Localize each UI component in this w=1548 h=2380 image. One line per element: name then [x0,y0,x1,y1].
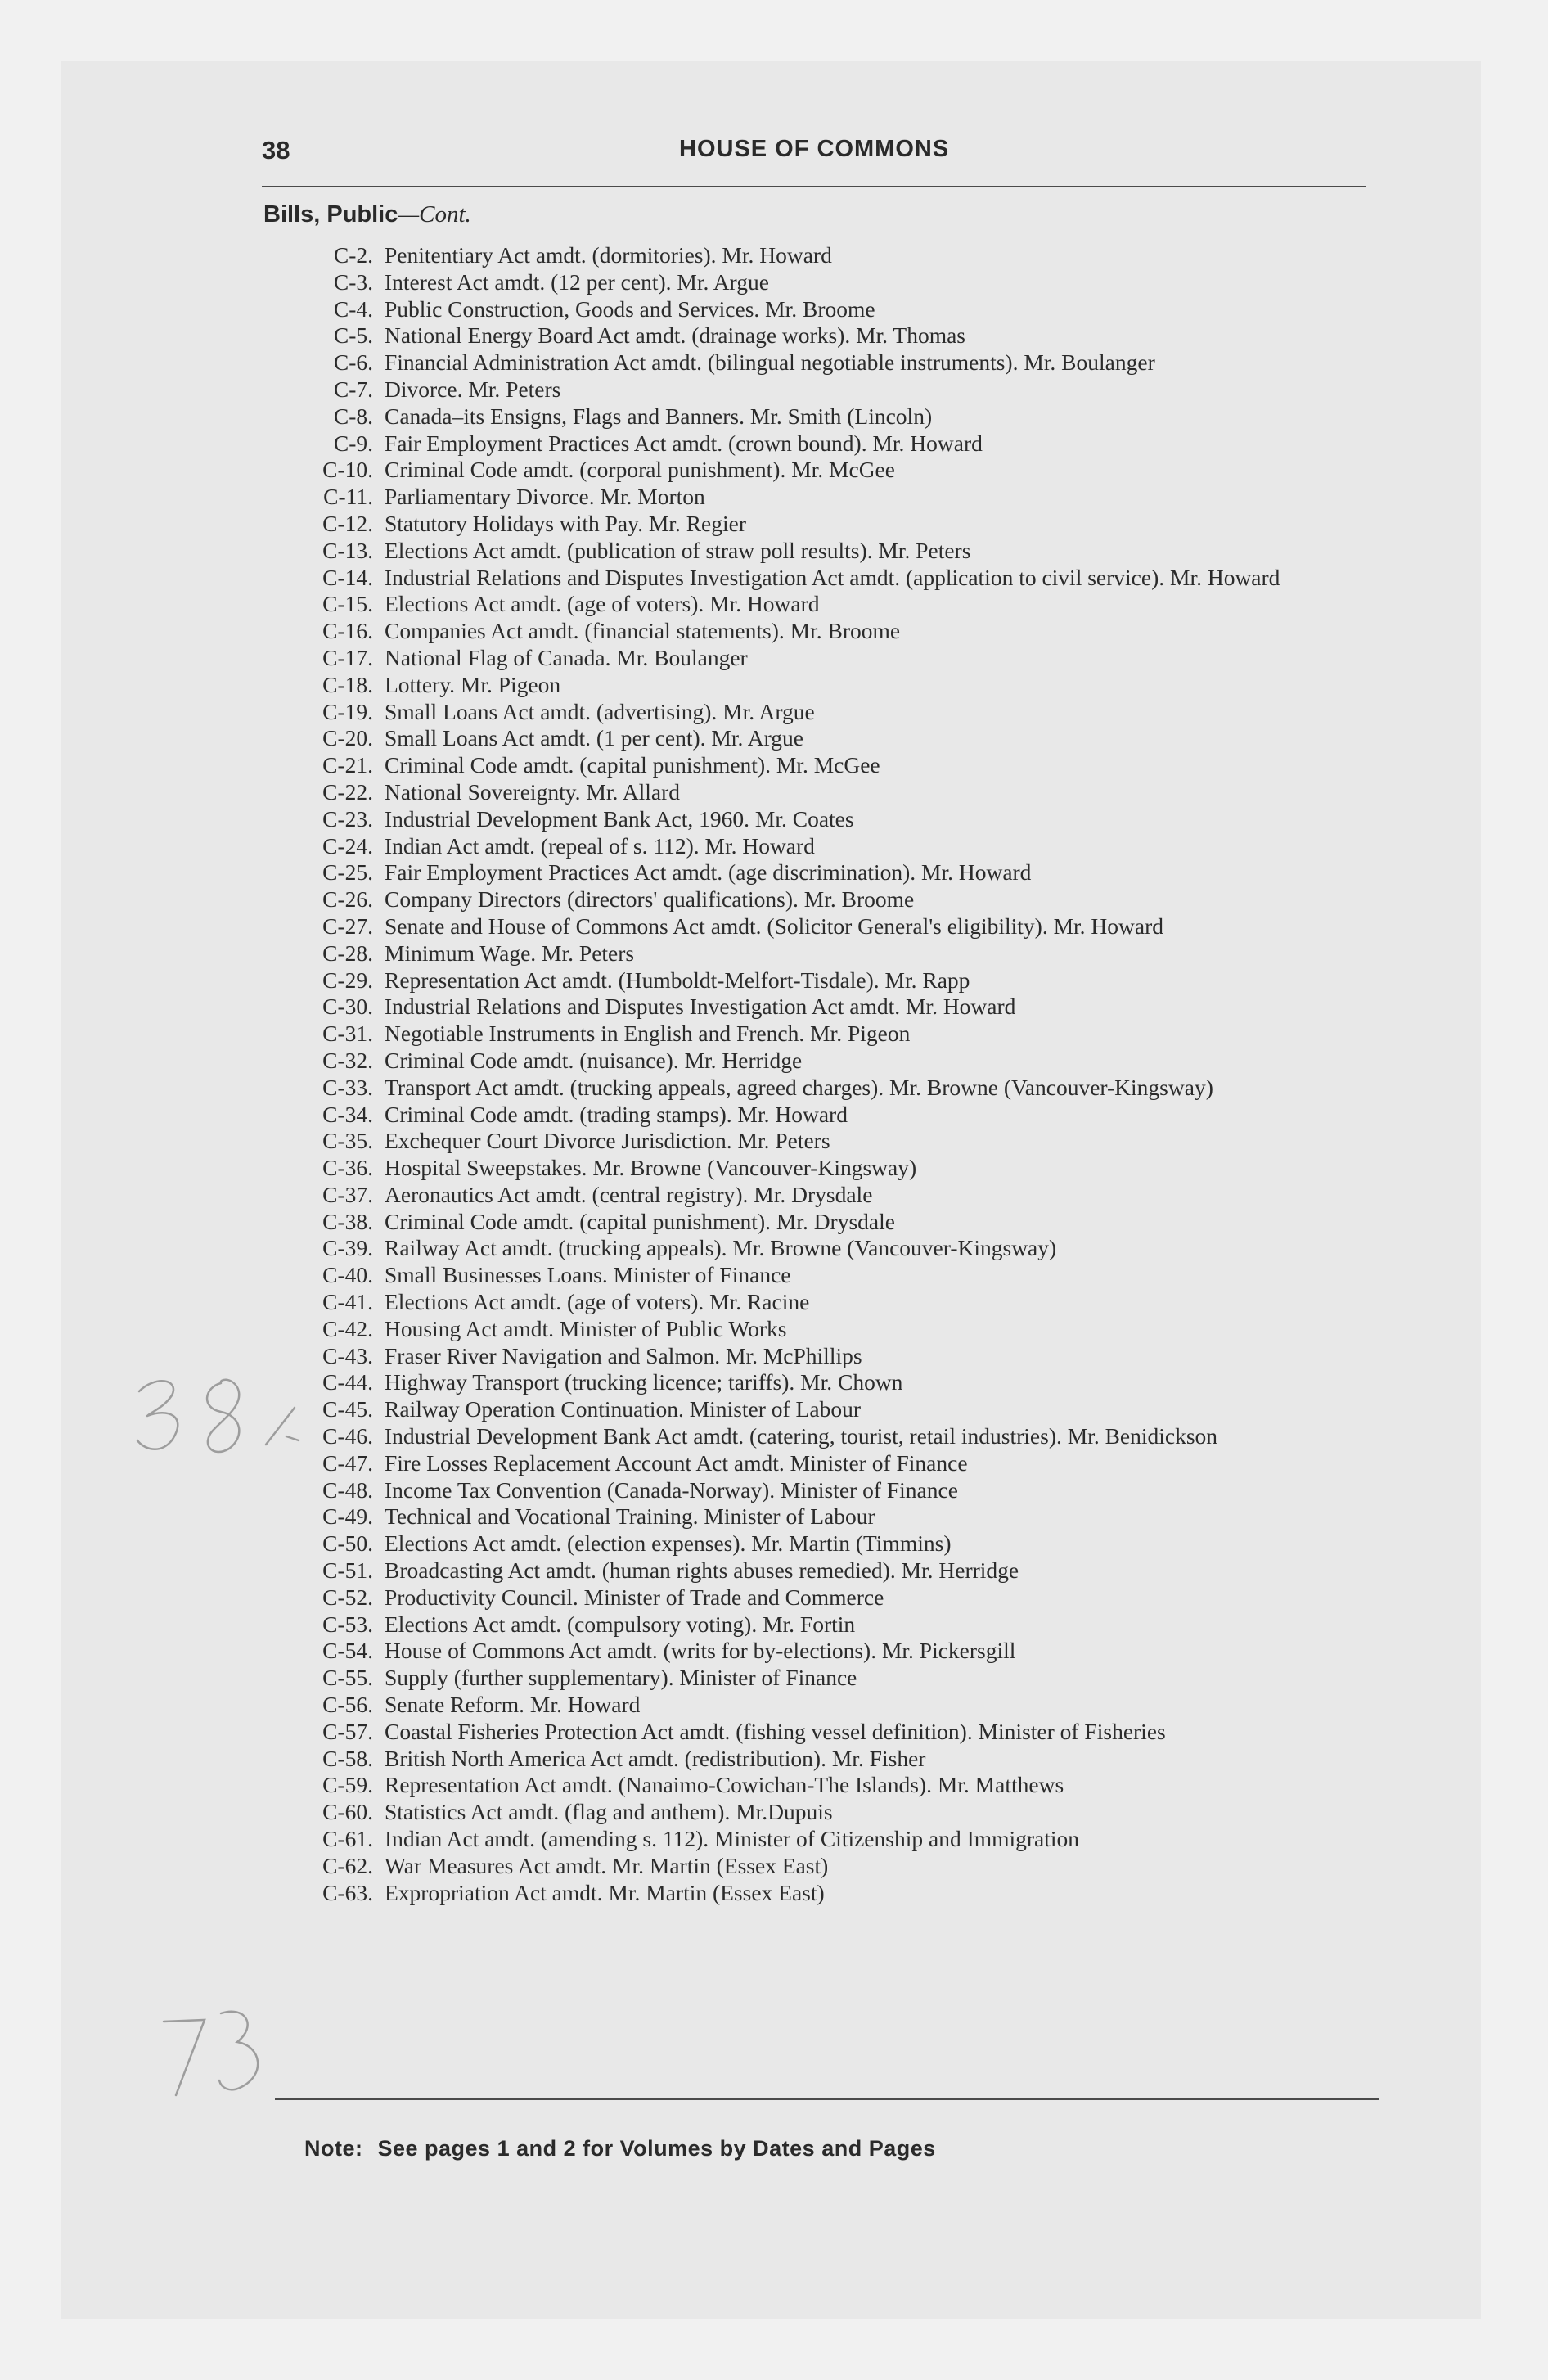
bill-number: C-26. [322,886,373,913]
bill-number: C-7. [333,376,373,402]
bill-title-sponsor: Criminal Code amdt. (corporal punishment). Mr. McGee [385,457,895,483]
bill-row [295,430,1383,458]
bill-number: C-40. [322,1262,373,1288]
bill-title-sponsor: British North America Act amdt. (redistribution). Mr. Fisher [385,1745,926,1771]
bill-number: C-18. [322,671,373,697]
bill-row [295,1665,1383,1692]
bill-row [295,1503,1383,1530]
bill-number: C-44. [322,1369,373,1395]
bill-number: C-9. [333,430,373,456]
bill-number: C-39. [322,1235,373,1261]
bill-number: C-49. [322,1503,373,1530]
bill-title-sponsor: Industrial Relations and Disputes Investigation Act amdt. Mr. Howard [385,994,1016,1020]
bill-title-sponsor: Criminal Code amdt. (capital punishment). Mr. McGee [385,752,880,778]
bill-row [295,457,1383,484]
bill-row [295,1772,1383,1799]
bill-title-sponsor: Elections Act amdt. (age of voters). Mr. Racine [385,1289,810,1315]
bill-title-sponsor: Technical and Vocational Training. Minister of Labour [385,1503,875,1530]
footer-note [304,2136,936,2161]
bill-title-sponsor: Railway Act amdt. (trucking appeals). Mr. Browne (Vancouver-Kingsway) [385,1235,1057,1261]
bill-row [295,1530,1383,1557]
bill-title-sponsor: Senate and House of Commons Act amdt. (Solicitor General's eligibility). Mr. Howard [385,913,1164,939]
bill-title-sponsor: Transport Act amdt. (trucking appeals, agreed charges). Mr. Browne (Vancouver-Kingsway) [385,1074,1213,1100]
bill-title-sponsor: Coastal Fisheries Protection Act amdt. (fishing vessel definition). Minister of Fisheries [385,1718,1166,1744]
bill-row [295,242,1383,269]
bill-row [295,1638,1383,1665]
page-header [262,136,1366,175]
section-heading [263,201,471,228]
bill-number: C-50. [322,1530,373,1557]
bill-number: C-42. [322,1315,373,1341]
page-number: 38 [262,136,290,165]
bill-title-sponsor: Parliamentary Divorce. Mr. Morton [385,484,705,510]
bill-row [295,994,1383,1021]
bill-row [295,296,1383,323]
bill-row [295,725,1383,752]
bill-row [295,672,1383,699]
bill-row [295,806,1383,833]
section-continuation: —Cont. [398,201,471,228]
bill-title-sponsor: Housing Act amdt. Minister of Public Works [385,1315,787,1341]
bill-row [295,403,1383,430]
bill-row [295,1021,1383,1048]
bill-number: C-53. [322,1611,373,1637]
bill-title-sponsor: Representation Act amdt. (Nanaimo-Cowichan-The Islands). Mr. Matthews [385,1772,1064,1798]
bill-row [295,618,1383,645]
bill-number: C-61. [322,1826,373,1852]
bill-number: C-46. [322,1423,373,1449]
bill-row [295,1477,1383,1504]
bill-number: C-38. [322,1208,373,1234]
bill-number: C-33. [322,1074,373,1100]
bill-number: C-13. [322,537,373,563]
bill-title-sponsor: Public Construction, Goods and Services. Mr. Broome [385,295,875,322]
bill-title-sponsor: House of Commons Act amdt. (writs for by-elections). Mr. Pickersgill [385,1638,1016,1664]
bill-number: C-5. [333,322,373,349]
bill-title-sponsor: Criminal Code amdt. (trading stamps). Mr. Howard [385,1101,848,1127]
bill-row [295,349,1383,376]
bill-row [295,1369,1383,1396]
bill-number: C-8. [333,403,373,429]
bill-row [295,645,1383,672]
bill-row [295,1799,1383,1826]
bill-title-sponsor: Income Tax Convention (Canada-Norway). Minister of Finance [385,1476,958,1503]
bill-title-sponsor: Elections Act amdt. (election expenses). Mr. Martin (Timmins) [385,1530,952,1557]
bill-number: C-43. [322,1342,373,1368]
bill-row [295,322,1383,349]
bill-row [295,699,1383,726]
bill-title-sponsor: Small Businesses Loans. Minister of Finance [385,1262,791,1288]
bill-row [295,779,1383,806]
bill-title-sponsor: Financial Administration Act amdt. (bilingual negotiable instruments). Mr. Boulanger [385,349,1155,376]
bill-row [295,967,1383,994]
bill-number: C-11. [323,484,373,510]
bill-row [295,1557,1383,1584]
bill-title-sponsor: Senate Reform. Mr. Howard [385,1692,641,1718]
bill-number: C-48. [322,1476,373,1503]
bill-row [295,859,1383,886]
bill-row [295,1262,1383,1289]
bill-row [295,833,1383,860]
bill-number: C-22. [322,778,373,805]
bill-number: C-36. [322,1155,373,1181]
bill-title-sponsor: Small Loans Act amdt. (1 per cent). Mr. Argue [385,725,803,751]
bill-number: C-15. [322,591,373,617]
bill-number: C-10. [322,457,373,483]
bill-title-sponsor: Interest Act amdt. (12 per cent). Mr. Argue [385,268,769,295]
bill-row [295,511,1383,538]
bill-row [295,1343,1383,1370]
bill-number: C-55. [322,1665,373,1691]
bill-row [295,1584,1383,1611]
bill-row [295,1396,1383,1423]
bill-number: C-14. [322,564,373,590]
bill-number: C-32. [322,1047,373,1073]
bill-number: C-31. [322,1021,373,1047]
bill-title-sponsor: National Flag of Canada. Mr. Boulanger [385,644,748,670]
bill-title-sponsor: Canada–its Ensigns, Flags and Banners. Mr. Smith (Lincoln) [385,403,933,429]
bill-number: C-51. [322,1557,373,1584]
bill-title-sponsor: Industrial Development Bank Act, 1960. Mr. Coates [385,805,854,832]
bill-row [295,1853,1383,1880]
bill-title-sponsor: Negotiable Instruments in English and French. Mr. Pigeon [385,1021,911,1047]
bill-number: C-17. [322,644,373,670]
bill-number: C-6. [333,349,373,376]
bill-row [295,1719,1383,1746]
bill-number: C-60. [322,1799,373,1825]
bill-row [295,1289,1383,1316]
bill-title-sponsor: Indian Act amdt. (amending s. 112). Minister of Citizenship and Immigration [385,1826,1080,1852]
bill-title-sponsor: Railway Operation Continuation. Minister of Labour [385,1396,861,1422]
bill-title-sponsor: Supply (further supplementary). Minister of Finance [385,1665,857,1691]
bill-row [295,565,1383,592]
bill-title-sponsor: Elections Act amdt. (age of voters). Mr. Howard [385,591,820,617]
bill-row [295,591,1383,618]
bill-number: C-59. [322,1772,373,1798]
bill-title-sponsor: Penitentiary Act amdt. (dormitories). Mr. Howard [385,242,832,268]
bill-row [295,913,1383,940]
bill-number: C-20. [322,725,373,751]
bill-row [295,752,1383,779]
bill-title-sponsor: Divorce. Mr. Peters [385,376,561,402]
bill-number: C-34. [322,1101,373,1127]
bill-title-sponsor: Fair Employment Practices Act amdt. (crown bound). Mr. Howard [385,430,983,456]
bill-row [295,1826,1383,1853]
bill-row [295,269,1383,296]
bill-title-sponsor: Small Loans Act amdt. (advertising). Mr. Argue [385,698,815,724]
bill-row [295,886,1383,913]
bill-number: C-21. [322,752,373,778]
bill-title-sponsor: War Measures Act amdt. Mr. Martin (Essex East) [385,1852,829,1878]
bill-title-sponsor: Elections Act amdt. (compulsory voting). Mr. Fortin [385,1611,856,1637]
bill-title-sponsor: National Sovereignty. Mr. Allard [385,778,681,805]
bill-number: C-54. [322,1638,373,1664]
bill-row [295,1692,1383,1719]
bill-number: C-16. [322,618,373,644]
bill-number: C-29. [322,967,373,993]
bill-title-sponsor: Elections Act amdt. (publication of straw poll results). Mr. Peters [385,537,971,563]
bill-title-sponsor: Criminal Code amdt. (capital punishment). Mr. Drysdale [385,1208,895,1234]
bill-title-sponsor: Criminal Code amdt. (nuisance). Mr. Herridge [385,1047,803,1073]
bill-title-sponsor: Exchequer Court Divorce Jurisdiction. Mr. Peters [385,1128,830,1154]
bill-number: C-24. [322,832,373,859]
bill-title-sponsor: Company Directors (directors' qualifications). Mr. Broome [385,886,915,913]
bill-row [295,1423,1383,1450]
bill-number: C-28. [322,940,373,966]
bill-number: C-3. [333,268,373,295]
bill-number: C-12. [322,510,373,536]
header-rule [262,186,1366,187]
bill-number: C-47. [322,1449,373,1476]
bill-number: C-2. [333,242,373,268]
bill-title-sponsor: Expropriation Act amdt. Mr. Martin (Essex East) [385,1879,825,1905]
bill-number: C-19. [322,698,373,724]
bill-row [295,1316,1383,1343]
bill-list [295,242,1383,1906]
bill-title-sponsor: Statistics Act amdt. (flag and anthem). Mr.Dupuis [385,1799,833,1825]
bill-row [295,1182,1383,1209]
bill-title-sponsor: Broadcasting Act amdt. (human rights abuses remedied). Mr. Herridge [385,1557,1019,1584]
bill-number: C-57. [322,1718,373,1744]
bill-row [295,1209,1383,1236]
bill-row [295,538,1383,565]
bill-title-sponsor: Minimum Wage. Mr. Peters [385,940,635,966]
section-heading-label: Bills, Public [263,201,398,228]
bill-title-sponsor: Indian Act amdt. (repeal of s. 112). Mr. Howard [385,832,815,859]
bill-row [295,1235,1383,1262]
bill-title-sponsor: Productivity Council. Minister of Trade and Commerce [385,1584,884,1610]
bill-number: C-63. [322,1879,373,1905]
bill-title-sponsor: Fraser River Navigation and Salmon. Mr. McPhillips [385,1342,862,1368]
bill-number: C-4. [333,295,373,322]
bill-title-sponsor: Aeronautics Act amdt. (central registry). Mr. Drysdale [385,1181,873,1207]
bill-number: C-27. [322,913,373,939]
bill-title-sponsor: Representation Act amdt. (Humboldt-Melfort-Tisdale). Mr. Rapp [385,967,970,993]
bill-number: C-58. [322,1745,373,1771]
bill-number: C-45. [322,1396,373,1422]
running-title: HOUSE OF COMMONS [679,136,950,162]
bill-number: C-23. [322,805,373,832]
bill-row [295,940,1383,967]
bill-title-sponsor: Companies Act amdt. (financial statements). Mr. Broome [385,618,901,644]
bill-number: C-30. [322,994,373,1020]
bill-title-sponsor: Industrial Relations and Disputes Investigation Act amdt. (application to civil service). Mr. Howard [385,564,1280,590]
bill-title-sponsor: National Energy Board Act amdt. (drainage works). Mr. Thomas [385,322,966,349]
bill-title-sponsor: Fair Employment Practices Act amdt. (age discrimination). Mr. Howard [385,859,1032,886]
bill-number: C-56. [322,1692,373,1718]
bill-row [295,484,1383,511]
bill-row [295,1155,1383,1182]
bill-number: C-41. [322,1289,373,1315]
bill-number: C-62. [322,1852,373,1878]
bill-title-sponsor: Statutory Holidays with Pay. Mr. Regier [385,510,747,536]
bill-title-sponsor: Lottery. Mr. Pigeon [385,671,561,697]
bill-row [295,1611,1383,1639]
bill-row [295,1048,1383,1075]
bill-row [295,1128,1383,1155]
bill-title-sponsor: Hospital Sweepstakes. Mr. Browne (Vancouver-Kingsway) [385,1155,917,1181]
bill-number: C-25. [322,859,373,886]
bill-row [295,1746,1383,1773]
bill-row [295,376,1383,403]
bill-row [295,1880,1383,1907]
footer-rule [275,2098,1379,2100]
bill-number: C-35. [322,1128,373,1154]
bill-title-sponsor: Highway Transport (trucking licence; tariffs). Mr. Chown [385,1369,903,1395]
bill-row [295,1102,1383,1129]
bill-number: C-37. [322,1181,373,1207]
bill-title-sponsor: Fire Losses Replacement Account Act amdt. Minister of Finance [385,1449,968,1476]
bill-row [295,1450,1383,1477]
bill-number: C-52. [322,1584,373,1610]
note-text: See pages 1 and 2 for Volumes by Dates and Pages [377,2136,936,2161]
bill-title-sponsor: Industrial Development Bank Act amdt. (catering, tourist, retail industries). Mr. Benidickson [385,1423,1218,1449]
bill-row [295,1075,1383,1102]
note-label: Note: [304,2136,363,2161]
